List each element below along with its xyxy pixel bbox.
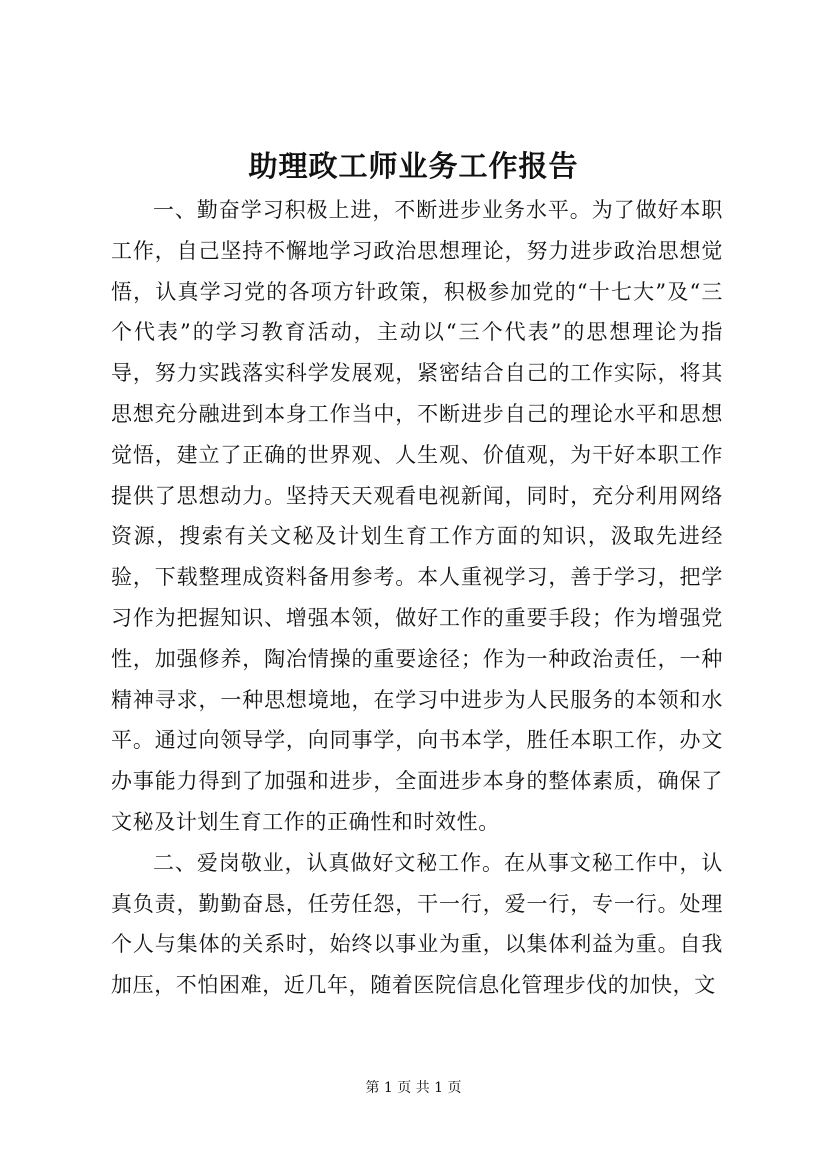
paragraph-2: 二、爱岗敬业，认真做好文秘工作。在从事文秘工作中，认真负责，勤勤奋恳，任劳任怨，干一行，爱一行，专一行。处理个人与集体的关系时，始终以事业为重，以集体利益为重。自我加压，不怕困难，近几年，随着医院信息化管理步伐的加快，文: [111, 850, 723, 998]
document-body: [111, 190, 723, 1006]
paragraph-1: 一、勤奋学习积极上进，不断进步业务水平。为了做好本职工作，自己坚持不懈地学习政治思想理论，努力进步政治思想觉悟，认真学习党的各项方针政策，积极参加党的“十七大”及“三个代表”的学习教育活动，主动以“三个代表”的思想理论为指导，努力实践落实科学发展观，紧密结合自己的工作实际，将其思想充分融进到本身工作当中，不断进步自己的理论水平和思想觉悟，建立了正确的世界观、人生观、价值观，为干好本职工作提供了思想动力。坚持天天观看电视新闻，同时，充分利用网络资源，搜索有关文秘及计划生育工作方面的知识，汲取先进经验，下载整理成资料备用参考。本人重视学习，善于学习，把学习作为把握知识、增强本领，做好工作的重要手段；作为增强党性，加强修养，陶冶情操的重要途径；作为一种政治责任，一种精神寻求，一种思想境地，在学习中进步为人民服务的本领和水平。通过向领导学，向同事学，向书本学，胜任本职工作，办文办事能力得到了加强和进步，全面进步本身的整体素质，确保了文秘及计划生育工作的正确性和时效性。: [111, 198, 723, 834]
document-title: 助理政工师业务工作报告: [248, 149, 579, 183]
page-footer: 第 1 页 共 1 页: [365, 1080, 462, 1096]
